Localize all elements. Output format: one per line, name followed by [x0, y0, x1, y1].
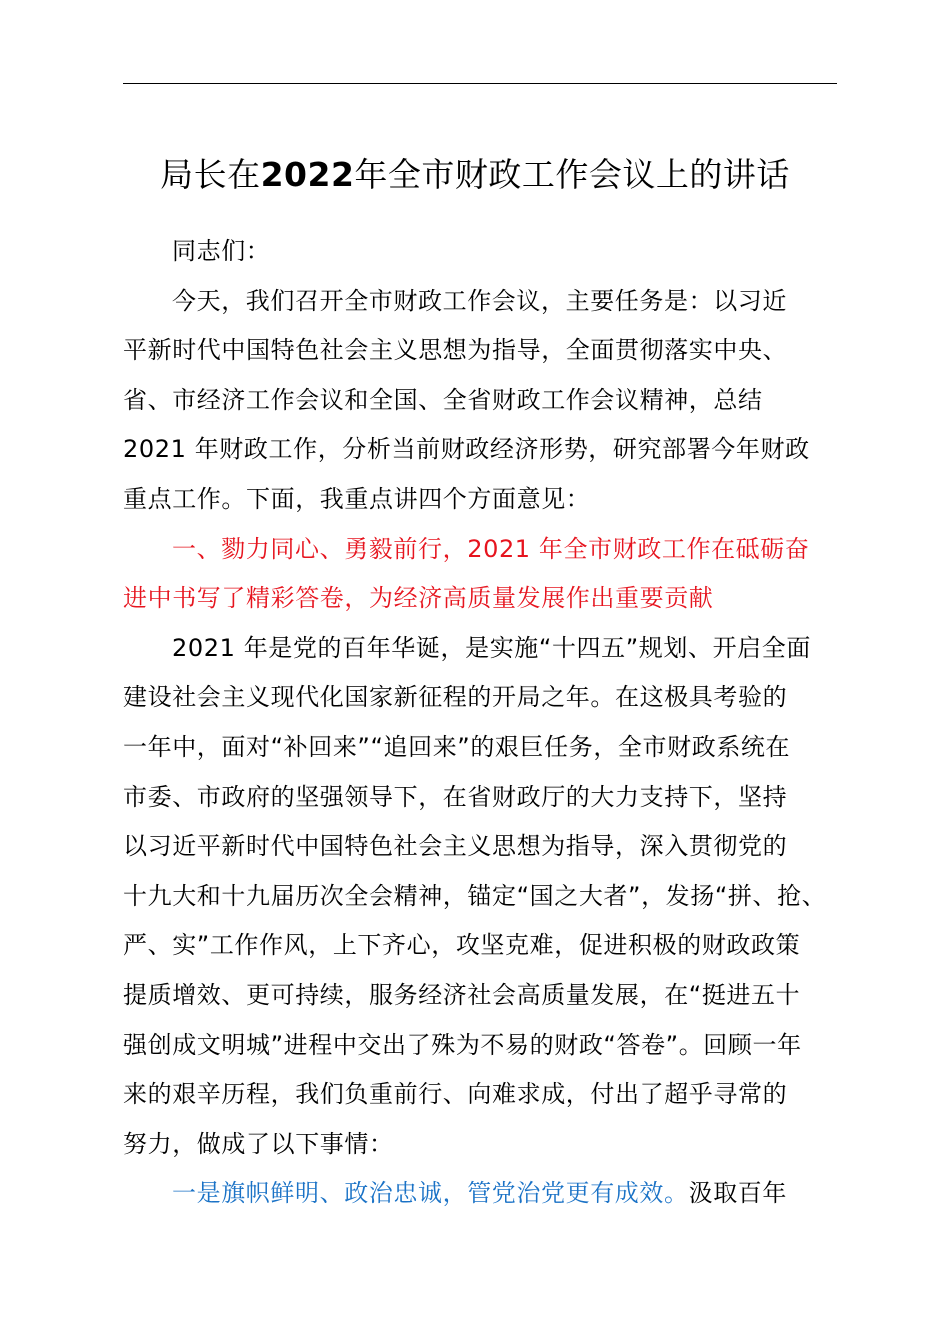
- header-rule: [123, 83, 837, 84]
- body-line: 强创成文明城”进程中交出了殊为不易的财政“答卷”。回顾一年: [123, 1030, 802, 1059]
- point-heading: 一是旗帜鲜明、政治忠诚，管党治党更有成效。: [172, 1179, 689, 1208]
- title-year: 2022: [260, 155, 355, 194]
- intro-line: 平新时代中国特色社会主义思想为指导，全面贯彻落实中央、: [123, 336, 788, 365]
- body-line: 严、实”工作作风，上下齐心，攻坚克难，促进积极的财政政策: [123, 931, 801, 960]
- salutation: 同志们：: [172, 237, 271, 265]
- title-suffix: 年全市财政工作会议上的讲话: [354, 155, 790, 194]
- intro-line: 重点工作。下面，我重点讲四个方面意见：: [123, 484, 591, 513]
- intro-line: 省、市经济工作会议和全国、全省财政工作会议精神，总结: [123, 385, 763, 414]
- body-line: 提质增效、更可持续，服务经济社会高质量发展，在“挺进五十: [123, 980, 801, 1009]
- body-line: 来的艰辛历程，我们负重前行、向难求成，付出了超乎寻常的: [123, 1080, 788, 1109]
- section-heading-line: 进中书写了精彩答卷，为经济高质量发展作出重要贡献: [123, 584, 714, 613]
- body-line: 十九大和十九届历次全会精神，锚定“国之大者”，发扬“拼、抢、: [123, 881, 827, 910]
- body-line: 以习近平新时代中国特色社会主义思想为指导，深入贯彻党的: [123, 832, 788, 861]
- point-text: 汲取百年: [688, 1179, 788, 1208]
- section-heading-line: 一、勠力同心、勇毅前行，2021 年全市财政工作在砥砺奋: [172, 534, 810, 563]
- title-prefix: 局长在: [160, 155, 261, 194]
- document-body: [123, 227, 837, 1219]
- body-line: 一年中，面对“补回来”“追回来”的艰巨任务，全市财政系统在: [123, 732, 791, 761]
- intro-line: 2021 年财政工作，分析当前财政经济形势，研究部署今年财政: [123, 435, 810, 464]
- intro-line: 今天，我们召开全市财政工作会议，主要任务是：以习近: [172, 286, 787, 315]
- body-line: 努力，做成了以下事情：: [123, 1129, 394, 1158]
- body-line: 建设社会主义现代化国家新征程的开局之年。在这极具考验的: [123, 683, 788, 712]
- body-line: 2021 年是党的百年华诞，是实施“十四五”规划、开启全面: [172, 633, 811, 662]
- point-line: [123, 1169, 837, 1219]
- page-title: [0, 150, 950, 200]
- body-line: 市委、市政府的坚强领导下，在省财政厅的大力支持下，坚持: [123, 782, 788, 811]
